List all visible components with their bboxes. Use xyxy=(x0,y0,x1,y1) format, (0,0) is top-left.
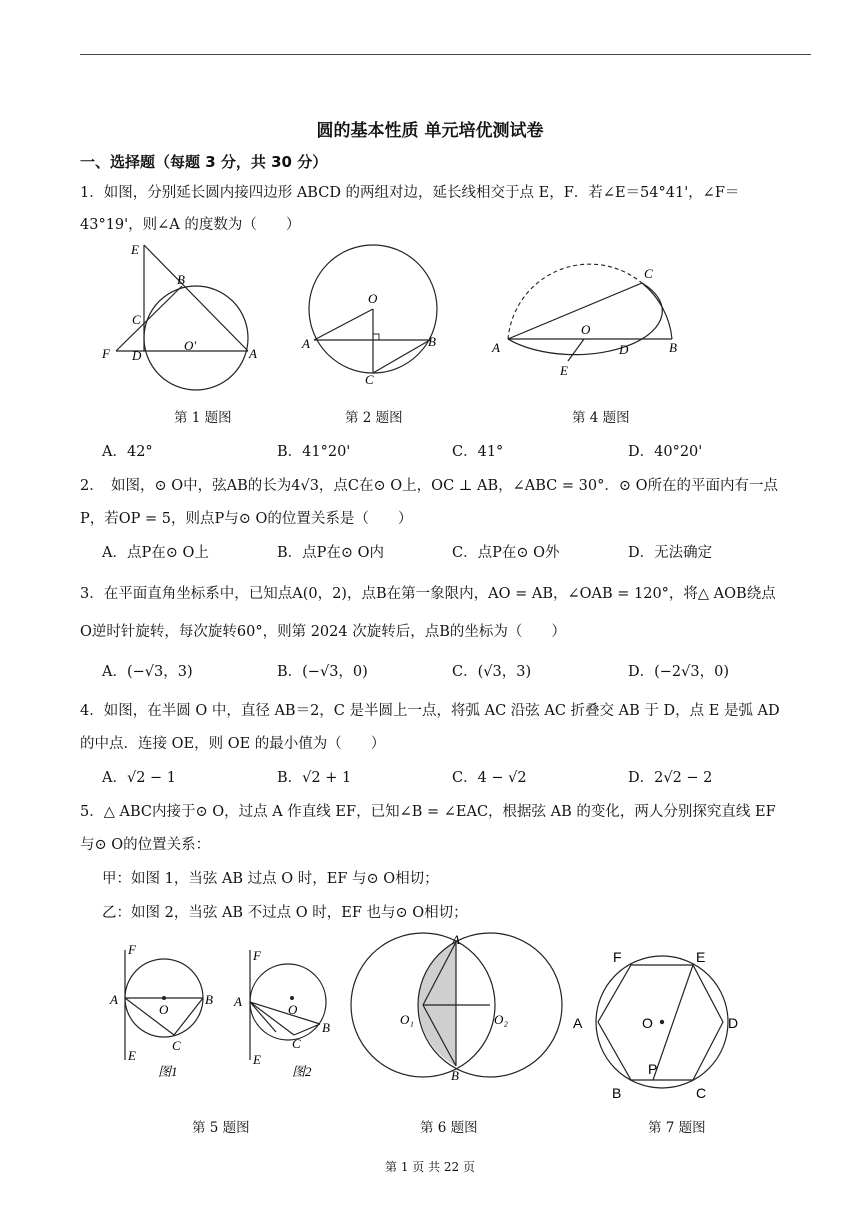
q4-option-c[interactable]: C．4 − √2 xyxy=(452,770,527,786)
q3-option-d[interactable]: D．(−2√3，0) xyxy=(628,664,730,680)
f4-label-o: O xyxy=(581,322,591,337)
q4-option-b[interactable]: B．√2 + 1 xyxy=(277,770,352,786)
f5a-caption: 图1 xyxy=(158,1064,178,1079)
f5a-label-e: E xyxy=(128,1048,136,1063)
f5a-label-o: O xyxy=(159,1002,169,1017)
q3-option-c[interactable]: C．(√3，3) xyxy=(452,664,532,680)
caption-fig7: 第 7 题图 xyxy=(648,1120,706,1136)
q2-options xyxy=(102,541,822,561)
q5-line4: 乙：如图 2，当弦 AB 不过点 O 时，EF 也与⊙ O相切； xyxy=(102,905,468,921)
f7-label-d: D xyxy=(728,1015,739,1031)
q1-line2: 43°19'，则∠A 的度数为（ ） xyxy=(80,217,301,233)
q3-options xyxy=(102,660,822,680)
q1-option-b[interactable]: B．41°20' xyxy=(277,444,351,460)
f7-label-f: F xyxy=(613,949,622,965)
q4-option-a[interactable]: A．√2 − 1 xyxy=(102,770,177,786)
f1-label-b: B xyxy=(177,272,185,287)
q2-option-d[interactable]: D．无法确定 xyxy=(628,545,713,561)
f5a-label-c: C xyxy=(172,1038,181,1053)
q1-option-c[interactable]: C．41° xyxy=(452,444,504,460)
f6-label-b: B xyxy=(451,1068,459,1083)
f5b-caption: 图2 xyxy=(292,1064,312,1079)
f5b-label-c: C xyxy=(292,1036,301,1051)
q5-line1: 5．△ ABC内接于⊙ O，过点 A 作直线 EF，已知∠B = ∠EAC，根据弦 AB 的变化，两人分别探究直线 EF xyxy=(80,804,776,820)
caption-fig2: 第 2 题图 xyxy=(345,410,403,426)
f5b-label-f: F xyxy=(253,948,261,963)
q2-line1: 2． 如图，⊙ O中，弦AB的长为4√3，点C在⊙ O上，OC ⊥ AB，∠ABC = 30°．⊙ O所在的平面内有一点 xyxy=(80,478,778,494)
f1-label-e: E xyxy=(131,242,139,257)
caption-fig6: 第 6 题图 xyxy=(420,1120,478,1136)
q4-line2: 的中点．连接 OE，则 OE 的最小值为（ ） xyxy=(80,736,386,752)
caption-fig5: 第 5 题图 xyxy=(192,1120,250,1136)
section-heading: 一、选择题（每题 3 分，共 30 分） xyxy=(80,153,328,171)
q3-option-a[interactable]: A．(−√3，3) xyxy=(102,664,193,680)
f7-label-p: P xyxy=(648,1061,658,1077)
f2-label-c: C xyxy=(365,372,374,387)
q1-option-a[interactable]: A．42° xyxy=(102,444,153,460)
f7-label-b: B xyxy=(612,1085,622,1101)
f5b-label-a: A xyxy=(234,994,242,1009)
f1-label-f: F xyxy=(102,346,110,361)
f1-label-d: D xyxy=(132,348,142,363)
f5b-label-b: B xyxy=(322,1020,330,1035)
caption-fig4: 第 4 题图 xyxy=(572,410,630,426)
q3-line1: 3．在平面直角坐标系中，已知点A(0，2)，点B在第一象限内，AO = AB，∠OAB = 120°，将△ AOB绕点 xyxy=(80,586,776,602)
f7-label-e: E xyxy=(696,949,706,965)
page-footer: 第 1 页 共 22 页 xyxy=(385,1160,475,1174)
f7-label-a: A xyxy=(573,1015,583,1031)
q3-option-b[interactable]: B．(−√3，0) xyxy=(277,664,368,680)
figure-7 xyxy=(568,940,788,1110)
q2-option-a[interactable]: A．点P在⊙ O上 xyxy=(102,545,209,561)
f7-label-o: O xyxy=(642,1015,653,1031)
f4-label-c: C xyxy=(644,266,653,281)
q1-option-d[interactable]: D．40°20' xyxy=(628,444,703,460)
f6-label-a: A xyxy=(452,932,460,947)
f6-label-o2: O₂ xyxy=(494,1012,508,1027)
figure-4 xyxy=(488,256,688,381)
f5a-label-f: F xyxy=(128,942,136,957)
q5-line2: 与⊙ O的位置关系： xyxy=(80,837,211,853)
f5a-label-a: A xyxy=(110,992,118,1007)
page-title: 圆的基本性质 单元培优测试卷 xyxy=(316,121,544,141)
f1-label-o: O′ xyxy=(184,338,197,353)
f5b-label-e: E xyxy=(253,1052,261,1067)
f2-label-b: B xyxy=(428,334,436,349)
q2-line2: P，若OP = 5，则点P与⊙ O的位置关系是（ ） xyxy=(80,511,413,527)
figure-5 xyxy=(108,940,338,1090)
caption-fig1: 第 1 题图 xyxy=(174,410,232,426)
q4-options xyxy=(102,766,822,786)
q3-line2: O逆时针旋转，每次旋转60°，则第 2024 次旋转后，点B的坐标为（ ） xyxy=(80,624,566,640)
f2-label-a: A xyxy=(302,336,310,351)
f5a-label-b: B xyxy=(205,992,213,1007)
f4-label-e: E xyxy=(560,363,568,378)
f1-label-c: C xyxy=(132,312,141,327)
q2-option-c[interactable]: C．点P在⊙ O外 xyxy=(452,545,560,561)
q2-option-b[interactable]: B．点P在⊙ O内 xyxy=(277,545,385,561)
figure-6 xyxy=(350,932,570,1082)
f6-label-o1: O₁ xyxy=(400,1012,414,1027)
q4-line1: 4．如图，在半圆 O 中，直径 AB＝2，C 是半圆上一点，将弧 AC 沿弦 AC 折叠交 AB 于 D，点 E 是弧 AD xyxy=(80,703,780,719)
f7-label-c: C xyxy=(696,1085,707,1101)
q5-line3: 甲：如图 1，当弦 AB 过点 O 时，EF 与⊙ O相切； xyxy=(102,871,439,887)
f4-label-a: A xyxy=(492,340,500,355)
q1-options xyxy=(102,440,822,460)
f2-label-o: O xyxy=(368,291,378,306)
q4-option-d[interactable]: D．2√2 − 2 xyxy=(628,770,713,786)
f4-label-d: D xyxy=(619,342,629,357)
f1-label-a: A xyxy=(249,346,257,361)
f4-label-b: B xyxy=(669,340,677,355)
header-rule xyxy=(80,54,811,55)
figure-1 xyxy=(98,240,268,370)
figure-2 xyxy=(300,244,450,387)
q1-line1: 1．如图，分别延长圆内接四边形 ABCD 的两组对边，延长线相交于点 E，F．若∠E＝54°41'，∠F＝ xyxy=(80,185,740,201)
f5b-label-o: O xyxy=(288,1002,298,1017)
